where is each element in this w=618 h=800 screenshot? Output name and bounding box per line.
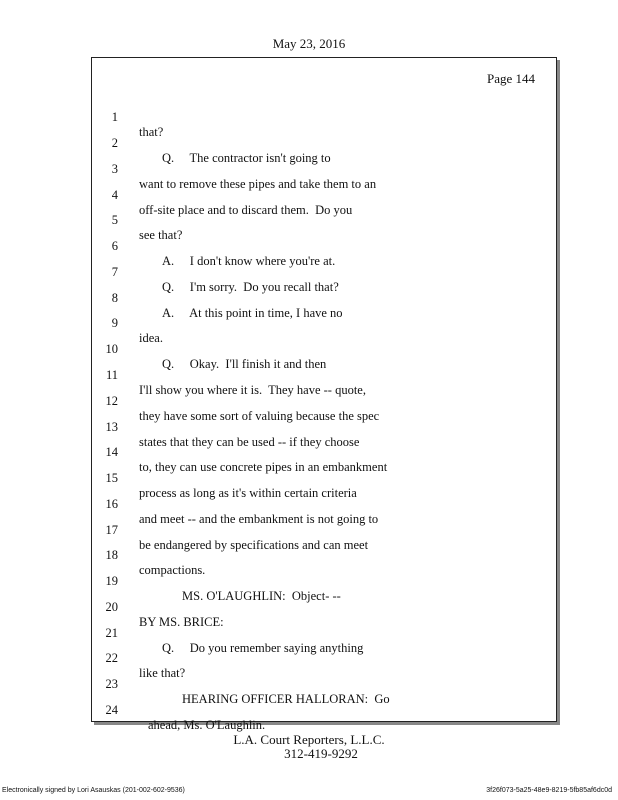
line-text: off-site place and to discard them. Do you [139, 203, 353, 217]
transcript-line [92, 353, 556, 397]
line-number: 2 [111, 136, 118, 150]
transcript-line [92, 430, 556, 474]
line-text: Q. The contractor isn't going to [162, 151, 331, 165]
line-number: 1 [111, 110, 118, 124]
transcript-line [92, 147, 556, 191]
transcript-line [92, 405, 556, 449]
line-text: BY MS. BRICE: [139, 615, 224, 629]
line-text: A. At this point in time, I have no [162, 306, 343, 320]
transcript-line [92, 250, 556, 294]
line-number: 4 [111, 188, 118, 202]
line-number: 9 [111, 316, 118, 330]
reporter-phone: 312-419-9292 [284, 746, 358, 761]
line-text: want to remove these pipes and take them to an [139, 177, 377, 191]
transcript-line [92, 276, 556, 320]
transcript-line [92, 456, 556, 500]
transcript-line [92, 585, 556, 629]
line-number: 18 [105, 548, 118, 562]
transcript-line [92, 224, 556, 268]
transcript-line [92, 688, 556, 732]
line-text: see that? [139, 228, 183, 242]
line-text: Q. Okay. I'll finish it and then [162, 357, 327, 371]
line-number: 3 [111, 162, 118, 176]
line-number: 24 [105, 703, 118, 717]
line-number: 17 [105, 523, 118, 537]
line-number: 6 [111, 239, 118, 253]
transcript-page [91, 57, 557, 732]
line-number: 23 [105, 677, 118, 691]
line-number: 14 [105, 445, 118, 459]
transcript-line [92, 559, 556, 603]
line-number: 16 [105, 497, 118, 511]
line-text: like that? [139, 666, 186, 680]
reporter-company: L.A. Court Reporters, L.L.C. [233, 732, 385, 747]
line-text: A. I don't know where you're at. [162, 254, 336, 268]
transcript-line [92, 533, 556, 577]
line-text: be endangered by specifications and can meet [139, 538, 369, 552]
page-date: May 23, 2016 [272, 36, 346, 51]
line-text: Q. I'm sorry. Do you recall that? [162, 280, 339, 294]
transcript-line [92, 95, 556, 139]
line-number: 11 [105, 368, 118, 382]
transcript-line [92, 327, 556, 371]
line-text: HEARING OFFICER HALLORAN: Go [182, 692, 390, 706]
document-id: 3f26f073-5a25-48e9-8219-5fb85af6dc0d [486, 787, 612, 794]
transcript-line [92, 508, 556, 552]
line-text: compactions. [139, 563, 206, 577]
line-text: process as long as it's within certain criteria [139, 486, 357, 500]
line-text: that? [139, 125, 164, 139]
line-text: Q. Do you remember saying anything [162, 641, 364, 655]
page-number: Page 144 [486, 71, 535, 86]
line-number: 19 [105, 574, 118, 588]
line-text: I'll show you where it is. They have -- quote, [139, 383, 366, 397]
transcript-line [92, 662, 556, 706]
line-number: 7 [111, 265, 118, 279]
line-text: MS. O'LAUGHLIN: Object- -- [182, 589, 341, 603]
line-text: they have some sort of valuing because the spec [139, 409, 380, 423]
transcript-line [92, 482, 556, 526]
line-number: 15 [105, 471, 118, 485]
line-number: 13 [105, 420, 118, 434]
line-text: to, they can use concrete pipes in an embankment [139, 460, 388, 474]
line-number: 5 [111, 213, 118, 227]
line-text: idea. [139, 331, 163, 345]
transcript-line [92, 379, 556, 423]
transcript-line [92, 301, 556, 345]
line-number: 21 [105, 626, 118, 640]
transcript-line [92, 173, 556, 217]
line-text: states that they can be used -- if they choose [139, 435, 360, 449]
line-number: 22 [105, 651, 118, 665]
line-number: 8 [111, 291, 118, 305]
transcript-line [92, 611, 556, 655]
line-number: 20 [105, 600, 118, 614]
line-number: 10 [105, 342, 118, 356]
transcript-line [92, 121, 556, 165]
line-text: and meet -- and the embankment is not going to [139, 512, 379, 526]
signature-note: Electronically signed by Lori Asauskas (201-002-602-9536) [2, 787, 185, 794]
line-number: 12 [105, 394, 118, 408]
page-footer [0, 733, 618, 761]
line-text: ahead, Ms. O'Laughlin. [148, 718, 266, 732]
transcript-line [92, 198, 556, 242]
transcript-line [92, 636, 556, 680]
